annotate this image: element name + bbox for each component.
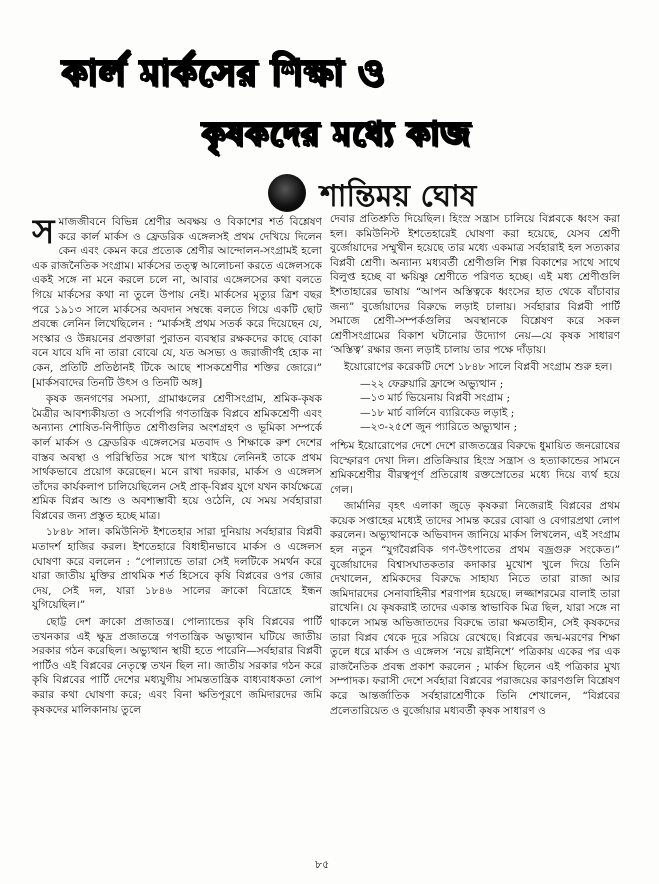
paragraph: ছোট্ট দেশ ক্রাকো প্রজাতন্ত্র। পোল্যান্ডের কৃষি বিপ্লবের পার্টি তখনকার এই ক্ষুদ্র প্রজাতন্ত্রে গণতান্ত্রিক অভ্যুত্থান ঘটিয়ে জাতীয় সরকার গঠন করেছিল। অভ্যুত্থান স্থায়ী হতে পারেনি—সর্বহারার বিপ্লবী পার্টিও এই বিপ্লবের নেতৃত্বে তখন ছিল না। জাতীয় সরকার গঠন করে কৃষি বিপ্লবের পার্টি দেশের মধ্যযুগীয় সামন্ততান্ত্রিক বাধ্যবাধকতা লোপ করার কথা ঘোষণা করে; এবং বিনা ক্ষতিপূরণে জমিদারদের জমি কৃষকদের মালিকানায় তুলে (32, 616, 322, 716)
paragraph: দেবার প্রতিশ্রুতি দিয়েছিল। হিংস্র সন্ত্রাস চালিয়ে বিপ্লবকে ধ্বংস করা হল। কমিউনিস্ট ইশতেহারেই ঘোষণা করা হয়েছে, যেসব শ্রেণী বুর্জোয়াদের সম্মুখীন হয়েছে তার মধ্যে একমাত্র সর্বহারাই হল সত্যকার বিপ্লবী শ্রেণী। অন্যান্য মধ্যবর্তী শ্রেণীগুলি শিল্প বিকাশের সাথে সাথে বিলুপ্ত হচ্ছে বা ক্ষয়িষ্ণু শ্রেণীতে পরিণত হচ্ছে। এই মধ্য শ্রেণীগুলি ইশতাহারের ভাষায় “আপন অস্তিত্বকে ধ্বংসের হাত থেকে বাঁচাবার জন্য” বুর্জোয়াদের বিরুদ্ধে লড়াই চালায়। সর্বহারার বিপ্লবী পার্টি সমাজে শ্রেণী-সম্পর্কগুলির অবস্থানকে বিশ্লেষণ করে সকল শ্রেণীসংগ্রামের বিকাশ ঘটানোর উদ্যোগ নেয়—যে কৃষক সাধারণ ‘অস্তিত্ব’ রক্ষার জন্য লড়াই চালায় তার পক্ষে দাঁড়ায়। (330, 213, 620, 357)
paragraph: পশ্চিম ইয়োরোপের দেশে দেশে রাজতন্ত্রের বিরুদ্ধে ধুমায়িত জনরোষের বিস্ফোরণ দেখা দিল। প্রতিক্রিয়ার হিংস্র সন্ত্রাস ও হত্যাকান্ডের সামনে শ্রমিকশ্রেণীর বীরত্বপূর্ণ প্রতিরোধ রক্তস্রোতের মধ্যে দিয়ে ব্যর্থ হয়ে গেল। (330, 439, 620, 496)
author-portrait-icon (268, 174, 306, 212)
page-number: ৮৫ (315, 858, 330, 871)
left-column (32, 215, 322, 835)
title-line-1: কার্ল মার্কসের শিক্ষা ও (62, 53, 386, 94)
paragraph-text: মাজজীবনে বিভিন্ন শ্রেণীর অবক্ষয় ও বিকাশের শর্ত বিশ্লেষণ করে কার্ল মার্কস ও ফ্রেডরিক এঙ্গেলসই প্রথম দেখিয়ে দিলেন কেন এবং কেমন করে প্রত্যেক শ্রেণীর আন্দোলন-সংগ্রামই হলো এক রাজনৈতিক সংগ্রাম। মার্কসের তত্ত্ব আলোচনা করতে এঙ্গেলসকে একই সঙ্গে না মনে করলে চলে না, আবার এঙ্গেলসের কথা বলতে গিয়ে মার্কসের কথা না তুলে উপায় নেই। মার্কসের মৃত্যুর ত্রিশ বছর পরে ১৯১৩ সালে মার্কসের অবদান সম্বন্ধে বলতে গিয়ে একটি ছোট প্রবন্ধে লেনিন লিখেছিলেন : “মার্কসই প্রথম সতর্ক করে দিয়েছেন যে, সংস্কার ও উন্নয়নের প্রবক্তারা পুরাতন ব্যবস্থার রক্ষকদের কাছে বোকা বনে যাবে যদি না তারা বোঝে যে, যত অসভ্য ও জরাজীর্ণই হোক না কেন, প্রতিটি প্রতিষ্ঠানই টিকে আছে শাসকশ্রেণীর শক্তির জোরে।” [মার্কসবাদের তিনটি উৎস ও তিনটি অঙ্গ] (32, 216, 322, 389)
drop-cap: স (32, 215, 55, 252)
paragraph: জার্মানির বৃহৎ এলাকা জুড়ে কৃষকরা নিজেরাই বিপ্লবের প্রথম কয়েক সপ্তাহের মধ্যেই তাদের সামন্ত করের বোঝা ও বেগারপ্রথা লোপ করলেন। অভ্যুত্থানকে অভিবাদন জানিয়ে মার্কস লিখলেন, এই সংগ্রাম হল নতুন “যুগবৈপ্লবিক গণ-উৎপাতের প্রথম বজ্রগুরু সংকেত।” বুর্জোয়াদের বিশ্বাসঘাতকতার কদাকার মুখোশ খুলে দিয়ে তিনি দেখালেন, শ্রমিকদের বিরুদ্ধে সাহায্য নিতে তারা রাজা আর জমিদারদের সেনাবাহিনীর শরণাপন্ন হয়েছে। লজ্জাশরমের বালাই তারা রাখেনি। যে কৃষকরাই তাদের একান্ত স্বাভাবিক মিত্র ছিল, যারা সঙ্গে না থাকলে সামন্ত অভিজাতদের বিরুদ্ধে তারা ক্ষমতাহীন, সেই কৃষকদের তারা বিপ্লব থেকে দূরে সরিয়ে রেখেছে। বিপ্লবের জন্ম-মরণের শিক্ষা তুলে ধরে মার্কস ও এঙ্গেলস ‘নয়ে রাইনিশে’ পত্রিকায় একের পর এক রাজনৈতিক প্রবন্ধ প্রকাশ করলেন ; মার্কস ছিলেন এই পত্রিকার মুখ্য সম্পাদক। ফরাসী দেশে সর্বহারা বিপ্লবের পরাজয়ের কারণগুলি বিশ্লেষণ করে আন্তর্জাতিক সর্বহারাশ্রেণীকে তিনি শেখালেন, “বিপ্লবের প্রলেতারিয়েত ও বুর্জোয়ার মধ্যবর্তী কৃষক সাধারণ ও (330, 500, 620, 717)
paragraph (32, 215, 322, 390)
paragraph: কৃষক জনগণের সমস্যা, গ্রামাঞ্চলের শ্রেণীসংগ্রাম, শ্রমিক-কৃষক মৈত্রীর আবশ্যকীয়তা ও সর্বোপরি গণতান্ত্রিক বিপ্লবে শ্রমিকশ্রেণী এবং অন্যান্য শোষিত-নিপীড়িত শ্রেণীগুলির অংশগ্রহণ ও ভূমিকা সম্পর্কে কার্ল মার্কস ও ফ্রেডরিক এঙ্গেলসের মতবাদ ও শিক্ষাকে রুশ দেশের বাস্তব অবস্থা ও পরিস্থিতির সঙ্গে খাপ খাইয়ে লেনিনই তাকে প্রথম সার্থকভাবে প্রয়োগ করেছেন। মনে রাখা দরকার, মার্কস ও এঙ্গেলস তাঁদের কার্যকলাপ চালিয়েছিলেন সেই প্রাক্-বিপ্লব যুগে যখন কার্যক্ষেত্রে শ্রমিক বিপ্লব আশু ও অবশ্যম্ভাবী হয়ে ওঠেনি, যে সময় সর্বহারারা বিপ্লবের জন্য প্রস্তুত হচ্ছে মাত্র। (32, 393, 322, 522)
event-list (360, 377, 620, 435)
paragraph: ইয়োরোপের করেকটি দেশে ১৮৪৮ সালে বিপ্লবী সংগ্রাম শুরু হল। (344, 360, 613, 373)
list-item: —২২ ফেব্রুয়ারি ফ্রান্সে অভ্যুত্থান ; (360, 377, 504, 390)
article-title (52, 40, 612, 165)
list-item: —১৩ মার্চ ভিয়েনায় বিপ্লবী সংগ্রাম ; (360, 392, 511, 405)
list-item: —১৮ মার্চ বার্লিনে ব্যারিকেড লড়াই ; (360, 406, 515, 419)
title-line-2: কৃষকদের মধ্যে কাজ (202, 114, 471, 153)
paragraph: ১৮৪৮ সাল। কমিউনিস্ট ইশতেহার সারা দুনিয়ায় সর্বহারার বিপ্লবী মতাদর্শ হাজির করল। ইশতেহারে বিধাহীনভাবে মার্কস ও এঙ্গেলস ঘোষণা করে বললেন : “পোল্যান্ডে তারা সেই দলটিকে সমর্থন করে যারা জাতীয় মুক্তির প্রাথমিক শর্ত হিসেবে কৃষি বিপ্লবের ওপর জোর দেয়, সেই দল, যারা ১৮৪৬ সালের ক্রাকো বিদ্রোহে ইন্ধন যুগিয়েছিল।” (32, 526, 322, 612)
right-column (330, 212, 620, 832)
list-item: —২৩-২৫শে জুন প্যারিতে অভ্যুত্থান ; (360, 421, 518, 434)
author-name: শান্তিময় ঘোষ (320, 179, 477, 214)
